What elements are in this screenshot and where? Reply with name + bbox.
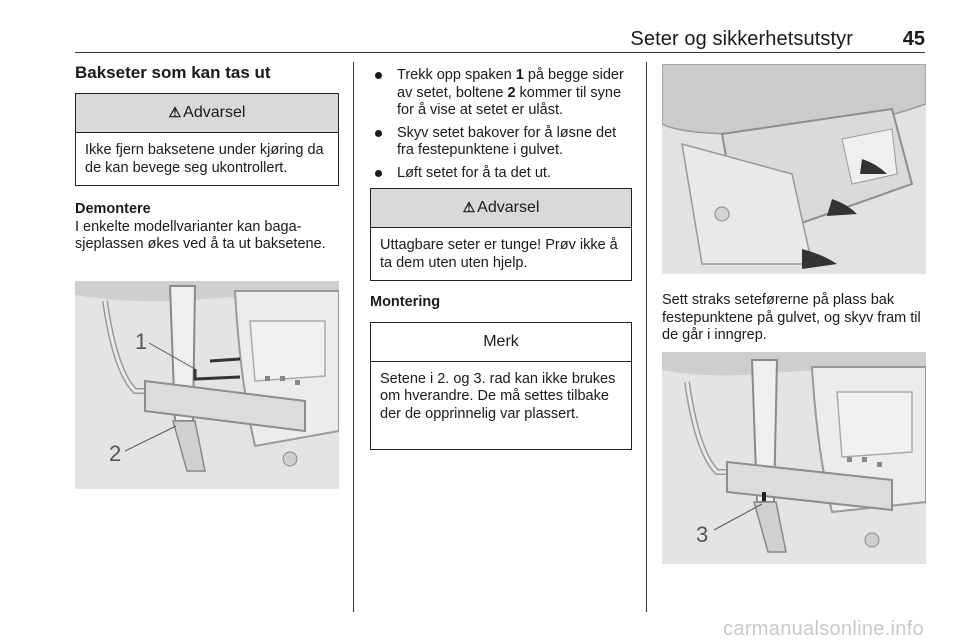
- watermark: carmanualsonline.info: [723, 618, 924, 640]
- section-heading: Bakseter som kan tas ut: [75, 63, 271, 82]
- warning-box: [75, 93, 339, 186]
- bullet-dot: [375, 170, 382, 177]
- warning-header: [76, 94, 338, 133]
- figure-label-2: 2: [109, 441, 122, 466]
- warning-icon: ⚠: [462, 199, 476, 216]
- sub-heading: Montering: [370, 294, 441, 310]
- middle-column: [370, 62, 632, 450]
- column-divider: [646, 62, 647, 612]
- warning-label: Advarsel: [183, 104, 246, 122]
- list-item: Skyv setet bakover for å løsne det fra festepunktene i gulvet.: [370, 125, 632, 160]
- column-divider: [353, 62, 354, 612]
- figure-label-1: 1: [135, 329, 148, 354]
- left-column: [75, 62, 339, 254]
- seat-removal-figure: [662, 64, 926, 274]
- seat-illustration: [75, 281, 339, 489]
- bullet-dot: [375, 72, 382, 79]
- warning-text: Uttagbare seter er tunge! Prøv ikke å ta dem uten uten hjelp.: [380, 237, 618, 271]
- section-title: Seter og sikkerhetsutstyr: [630, 28, 853, 50]
- warning-icon: ⚠: [168, 104, 182, 121]
- right-column: [662, 292, 926, 345]
- list-item: Trekk opp spaken 1 på begge sider av setet, boltene 2 kommer til syne for å vise at setet er ulåst.: [370, 67, 632, 120]
- seat-installation-figure: [662, 352, 926, 564]
- page-number: 45: [902, 28, 925, 50]
- note-box: [370, 322, 632, 450]
- warning-text: Ikke fjern baksetene under kjøring da de kan bevege seg ukontrollert.: [85, 142, 324, 176]
- body-text: Sett straks seteførerne på plass bak festepunktene på gulvet, og skyv fram til de går i inngrep.: [662, 292, 921, 343]
- page-header: [75, 28, 925, 52]
- note-text: Setene i 2. og 3. rad kan ikke brukes om hverandre. De må settes tilbake der de opprinnelig var plassert.: [380, 370, 616, 422]
- figure-label-3: 3: [696, 522, 709, 547]
- body-text: I enkelte modellvarianter kan bagasjeplassen økes ved å ta ut baksetene.: [75, 218, 326, 252]
- header-divider: [75, 52, 925, 53]
- warning-box: [370, 188, 632, 281]
- list-item: Løft setet for å ta det ut.: [370, 165, 632, 183]
- bullet-dot: [375, 130, 382, 137]
- sub-heading: Demontere: [75, 201, 151, 217]
- note-header: [371, 323, 631, 362]
- warning-label: Advarsel: [477, 199, 540, 217]
- warning-header: [371, 189, 631, 228]
- note-label: Merk: [483, 332, 519, 350]
- seat-lever-figure: [75, 281, 339, 489]
- seat-illustration: [662, 64, 926, 274]
- instruction-list: [370, 67, 632, 182]
- seat-illustration: [662, 352, 926, 564]
